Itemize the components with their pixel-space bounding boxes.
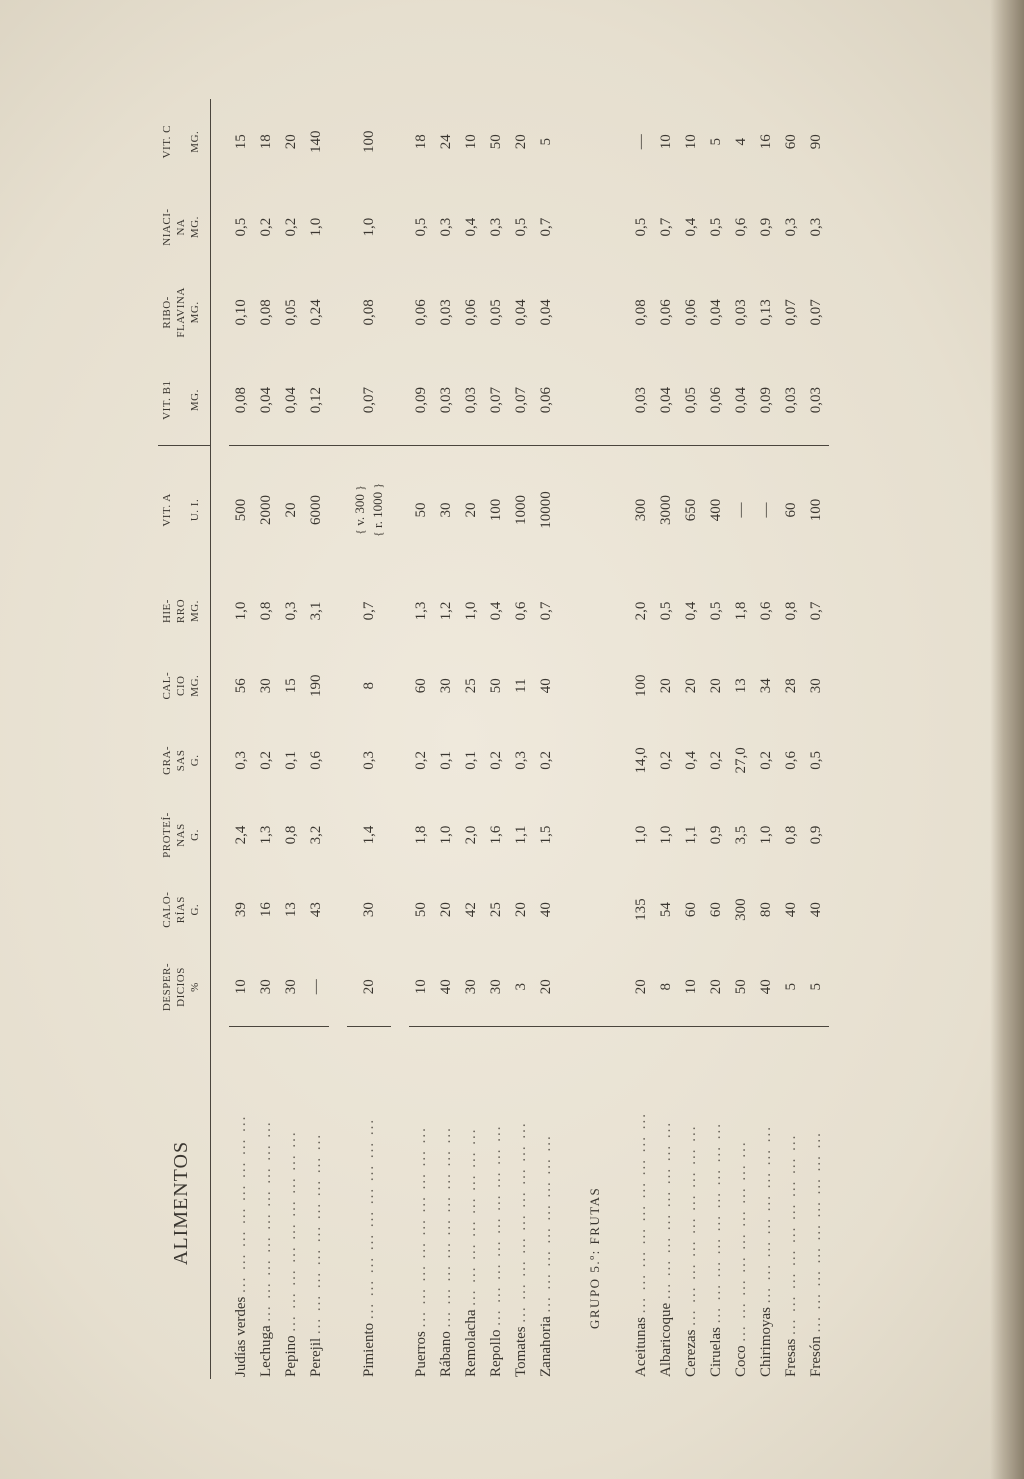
- header-riboflavina: RIBO- FLAVINA MG.: [161, 287, 201, 338]
- table-cell: 80: [758, 902, 774, 918]
- table-cell: 0,7: [808, 601, 824, 621]
- table-cell: 0,3: [233, 750, 249, 770]
- table-cell: 50: [413, 902, 429, 918]
- table-row: [434, 99, 459, 1379]
- table-row: [729, 99, 754, 1379]
- table-cell: 0,3: [360, 750, 377, 770]
- table-cell: 60: [683, 902, 699, 918]
- header-food: ALIMENTOS: [170, 1140, 192, 1266]
- table-cell: —: [304, 947, 329, 1027]
- header-calcio: CAL- CIO MG.: [161, 671, 201, 700]
- table-cell: [559, 723, 629, 798]
- table-cell: 1,3: [258, 825, 274, 845]
- table-cell: 0,09: [754, 355, 779, 446]
- table-row: [279, 99, 304, 1379]
- table-cell: 0,03: [804, 355, 829, 446]
- table-cell: 43: [308, 902, 324, 918]
- table-cell: 190: [308, 674, 324, 697]
- table-row: [409, 99, 434, 1379]
- table-cell: 0,2: [538, 750, 554, 770]
- table-cell: [559, 184, 629, 269]
- table-cell: 0,1: [463, 750, 479, 770]
- table-cell: 0,05: [283, 299, 299, 326]
- table-cell: 0,7: [658, 217, 674, 237]
- table-cell: 100: [633, 674, 649, 697]
- table-cell: 1,0: [633, 825, 649, 845]
- table-cell: 0,3: [513, 750, 529, 770]
- table-cell: 0,6: [783, 750, 799, 770]
- table-cell: 100: [360, 130, 377, 153]
- table-cell: 0,5: [233, 217, 249, 237]
- table-cell: 1,3: [413, 601, 429, 621]
- table-cell: 40: [538, 678, 554, 694]
- header-proteinas: PROTEÍ- NAS G.: [161, 812, 201, 858]
- table-cell: 1,0: [463, 601, 479, 621]
- table-cell: 0,08: [229, 355, 254, 446]
- food-name: Zanahoria ... ... ... ... ... ... ... ...: [538, 1134, 554, 1377]
- table-cell: 0,5: [658, 601, 674, 621]
- table-row: [779, 99, 804, 1379]
- food-name: Perejil ... ... ... ... ... ... ... ... ...: [308, 1132, 324, 1377]
- food-name: Ciruelas ... ... ... ... ... ... ... ... ...: [708, 1122, 724, 1377]
- table-row: [804, 99, 829, 1379]
- table-cell: 10: [679, 947, 704, 1027]
- header-vit-a: VIT. A U. I.: [161, 493, 201, 527]
- table-cell: 0,2: [658, 750, 674, 770]
- table-cell: 0,1: [438, 750, 454, 770]
- table-cell: 135: [633, 898, 649, 921]
- table-cell: 0,24: [308, 299, 324, 326]
- table-cell: [329, 355, 347, 446]
- table-cell: 0,9: [808, 825, 824, 845]
- table-cell: 20: [283, 502, 299, 518]
- table-cell: 0,3: [783, 217, 799, 237]
- header-calorias: CALO- RÍAS G.: [161, 891, 201, 928]
- table-cell: 0,03: [438, 299, 454, 326]
- table-cell: 0,6: [513, 601, 529, 621]
- vit-a-pimiento: { v. 300 } { r. 1000 }: [352, 482, 385, 538]
- table-cell: 0,9: [708, 825, 724, 845]
- table-cell: [559, 446, 629, 574]
- table-cell: 6000: [308, 494, 324, 525]
- table-cell: 50: [488, 678, 504, 694]
- group-title: GRUPO 5.º: FRUTAS: [586, 1186, 602, 1329]
- table-cell: 90: [808, 134, 824, 150]
- table-cell: 50: [413, 502, 429, 518]
- table-cell: 30: [438, 678, 454, 694]
- table-cell: 30: [254, 947, 279, 1027]
- table-cell: 39: [233, 902, 249, 918]
- table-cell: 0,04: [654, 355, 679, 446]
- header-row: [158, 99, 211, 1379]
- table-cell: 0,7: [538, 217, 554, 237]
- table-cell: 0,12: [304, 355, 329, 446]
- table-cell: 0,04: [538, 299, 554, 326]
- table-cell: 0,07: [808, 299, 824, 326]
- table-cell: 0,06: [683, 299, 699, 326]
- table-cell: 1,0: [360, 217, 377, 237]
- table-cell: [211, 99, 230, 1379]
- table-cell: 5: [708, 137, 724, 146]
- table-cell: 0,2: [488, 750, 504, 770]
- table-cell: 13: [283, 902, 299, 918]
- table-cell: 0,7: [360, 601, 377, 621]
- table-cell: 0,04: [279, 355, 304, 446]
- table-cell: 0,1: [283, 750, 299, 770]
- table-cell: 20: [704, 947, 729, 1027]
- table-cell: 0,07: [347, 355, 391, 446]
- table-row: [304, 99, 329, 1379]
- table-cell: 60: [413, 678, 429, 694]
- table-cell: 20: [513, 902, 529, 918]
- table-cell: 2,4: [233, 825, 249, 845]
- food-name: Aceitunas ... ... ... ... ... ... ... ... ...: [633, 1112, 649, 1377]
- table-cell: 1,0: [658, 825, 674, 845]
- table-cell: 10000: [538, 491, 554, 529]
- table-cell: [391, 446, 409, 574]
- table-cell: 1,8: [413, 825, 429, 845]
- table-cell: 30: [360, 902, 377, 918]
- table-row-pimiento: [347, 99, 391, 1379]
- table-cell: 0,7: [538, 601, 554, 621]
- table-cell: 0,4: [683, 601, 699, 621]
- table-cell: 0,3: [808, 217, 824, 237]
- table-cell: 0,03: [459, 355, 484, 446]
- table-cell: 5: [804, 947, 829, 1027]
- table-cell: 10: [658, 134, 674, 150]
- table-cell: 40: [434, 947, 459, 1027]
- table-cell: 1,5: [538, 825, 554, 845]
- table-cell: 50: [488, 134, 504, 150]
- table-cell: 3,2: [308, 825, 324, 845]
- table-cell: 0,13: [758, 299, 774, 326]
- table-cell: 0,4: [488, 601, 504, 621]
- table-cell: 0,2: [258, 217, 274, 237]
- table-cell: 1,8: [733, 601, 749, 621]
- group-heading-row: [559, 99, 629, 1379]
- table-cell: 0,06: [413, 299, 429, 326]
- table-cell: 0,07: [783, 299, 799, 326]
- table-cell: 0,03: [629, 355, 654, 446]
- table-cell: 0,5: [708, 601, 724, 621]
- table-row: [679, 99, 704, 1379]
- table-cell: 1,6: [488, 825, 504, 845]
- table-cell: 3,5: [733, 825, 749, 845]
- table-cell: 20: [629, 947, 654, 1027]
- table-cell: 0,2: [413, 750, 429, 770]
- table-cell: —: [633, 134, 649, 150]
- table-cell: 5: [538, 137, 554, 146]
- table-cell: 20: [534, 947, 559, 1027]
- table-cell: 30: [279, 947, 304, 1027]
- table-cell: 4: [733, 137, 749, 146]
- table-cell: 27,0: [733, 747, 749, 774]
- table-cell: 25: [488, 902, 504, 918]
- table-row: [654, 99, 679, 1379]
- food-name: Lechuga ... ... ... ... ... ... ... ... ...: [258, 1120, 274, 1377]
- table-cell: 400: [708, 498, 724, 522]
- table-cell: 15: [233, 134, 249, 150]
- table-cell: 0,5: [708, 217, 724, 237]
- table-cell: 0,2: [758, 750, 774, 770]
- table-cell: 40: [808, 902, 824, 918]
- table-cell: 30: [459, 947, 484, 1027]
- table-cell: 0,05: [488, 299, 504, 326]
- table-cell: 0,2: [708, 750, 724, 770]
- table-cell: [391, 355, 409, 446]
- table-cell: [329, 99, 347, 355]
- table-cell: 3,1: [308, 601, 324, 621]
- table-cell: [559, 872, 629, 947]
- table-cell: [559, 355, 629, 446]
- table-cell: 1,0: [438, 825, 454, 845]
- table-cell: [329, 574, 347, 1379]
- food-name: Chirimoyas ... ... ... ... ... ... ... ...: [758, 1125, 774, 1377]
- table-cell: 1,1: [683, 825, 699, 845]
- table-cell: 650: [683, 498, 699, 522]
- table-cell: 10: [229, 947, 254, 1027]
- table-cell: 0,2: [258, 750, 274, 770]
- table-cell: 18: [413, 134, 429, 150]
- food-name: Pepino ... ... ... ... ... ... ... ... ...: [283, 1130, 299, 1377]
- table-cell: 60: [783, 502, 799, 518]
- nutrition-table: [158, 99, 829, 1379]
- table-cell: 54: [658, 902, 674, 918]
- table-cell: 100: [488, 498, 504, 522]
- header-vit-b1: VIT. B1 MG.: [158, 355, 211, 446]
- table-row: [754, 99, 779, 1379]
- table-cell: [559, 947, 629, 1027]
- table-cell: 34: [758, 678, 774, 694]
- food-name: Fresón ... ... ... ... ... ... ... ... ...: [808, 1131, 824, 1377]
- table-cell: 1,0: [308, 217, 324, 237]
- table-cell: 1,2: [438, 601, 454, 621]
- table-cell: 40: [538, 902, 554, 918]
- table-row: [459, 99, 484, 1379]
- table-cell: 2,0: [463, 825, 479, 845]
- table-cell: 0,4: [683, 217, 699, 237]
- table-cell: 5: [779, 947, 804, 1027]
- table-cell: 0,04: [729, 355, 754, 446]
- table-cell: 0,05: [679, 355, 704, 446]
- table-cell: 0,03: [779, 355, 804, 446]
- table-cell: 300: [733, 898, 749, 921]
- header-vit-c: VIT. C MG.: [161, 125, 201, 159]
- header-hierro: HIE- RRO MG.: [161, 598, 201, 624]
- table-cell: 0,06: [534, 355, 559, 446]
- food-name: Cerezas ... ... ... ... ... ... ... ... ...: [683, 1124, 699, 1377]
- table-cell: 0,8: [283, 825, 299, 845]
- table-row: [509, 99, 534, 1379]
- table-cell: 20: [683, 678, 699, 694]
- table-cell: 10: [409, 947, 434, 1027]
- table-cell: 30: [808, 678, 824, 694]
- table-cell: 24: [438, 134, 454, 150]
- table-cell: 40: [754, 947, 779, 1027]
- table-cell: 0,06: [463, 299, 479, 326]
- table-cell: 0,5: [513, 217, 529, 237]
- table-cell: 20: [283, 134, 299, 150]
- header-niacina: NIACI- NA MG.: [161, 208, 201, 246]
- table-cell: 16: [758, 134, 774, 150]
- table-cell: 0,06: [658, 299, 674, 326]
- table-cell: 20: [658, 678, 674, 694]
- food-name: Rábano ... ... ... ... ... ... ... ... ...: [438, 1126, 454, 1377]
- table-cell: 10: [683, 134, 699, 150]
- table-cell: [329, 446, 347, 574]
- header-grasas: GRA- SAS G.: [161, 745, 201, 775]
- table-cell: 10: [463, 134, 479, 150]
- table-cell: 2,0: [633, 601, 649, 621]
- table-cell: 0,4: [463, 217, 479, 237]
- table-row: [704, 99, 729, 1379]
- table-cell: 16: [258, 902, 274, 918]
- table-cell: 20: [463, 502, 479, 518]
- table-cell: 18: [258, 134, 274, 150]
- table-cell: [391, 574, 409, 1379]
- table-cell: 30: [484, 947, 509, 1027]
- table-cell: 1,4: [360, 825, 377, 845]
- table-cell: 0,04: [254, 355, 279, 446]
- table-row: [484, 99, 509, 1379]
- table-cell: 8: [360, 681, 377, 690]
- table-cell: 0,07: [484, 355, 509, 446]
- table-cell: 1000: [513, 494, 529, 525]
- table-cell: 0,5: [413, 217, 429, 237]
- table-row: [534, 99, 559, 1379]
- table-cell: [559, 574, 629, 649]
- table-cell: 100: [808, 498, 824, 522]
- table-cell: [559, 798, 629, 873]
- table-cell: 14,0: [633, 747, 649, 774]
- table-cell: 1,0: [233, 601, 249, 621]
- table-cell: 11: [513, 678, 529, 693]
- table-cell: 0,3: [438, 217, 454, 237]
- food-name: Puerros ... ... ... ... ... ... ... ... ...: [413, 1126, 429, 1377]
- table-cell: 0,4: [683, 750, 699, 770]
- table-cell: 30: [258, 678, 274, 694]
- table-cell: 0,08: [258, 299, 274, 326]
- table-cell: 0,8: [783, 601, 799, 621]
- table-cell: 25: [463, 678, 479, 694]
- table-cell: 20: [513, 134, 529, 150]
- table-cell: 0,08: [360, 299, 377, 326]
- table-cell: 2000: [258, 494, 274, 525]
- table-cell: 0,09: [409, 355, 434, 446]
- table-cell: 0,3: [283, 601, 299, 621]
- table-cell: 0,06: [704, 355, 729, 446]
- food-name: Tomates ... ... ... ... ... ... ... ... ...: [513, 1121, 529, 1377]
- table-cell: 3000: [658, 494, 674, 525]
- table-cell: 42: [463, 902, 479, 918]
- table-cell: 20: [708, 678, 724, 694]
- table-cell: 0,10: [233, 299, 249, 326]
- table-cell: [559, 270, 629, 355]
- table-cell: 3: [509, 947, 534, 1027]
- table-cell: 0,03: [434, 355, 459, 446]
- table-cell: 50: [729, 947, 754, 1027]
- food-name: Albaricoque ... ... ... ... ... ... ... ...: [658, 1120, 674, 1377]
- food-name: Repollo ... ... ... ... ... ... ... ... ...: [488, 1124, 504, 1377]
- table-cell: 0,03: [733, 299, 749, 326]
- table-row: [629, 99, 654, 1379]
- food-name: Remolacha ... ... ... ... ... ... ... ...: [463, 1127, 479, 1377]
- table-cell: 0,8: [258, 601, 274, 621]
- table-cell: 0,07: [509, 355, 534, 446]
- table-cell: 0,5: [633, 217, 649, 237]
- table-cell: 15: [283, 678, 299, 694]
- table-cell: 56: [233, 678, 249, 694]
- table-cell: 0,04: [708, 299, 724, 326]
- food-name: Judías verdes ... ... ... ... ... ... ... ...: [233, 1114, 249, 1377]
- table-cell: 20: [347, 947, 391, 1027]
- table-cell: 0,08: [633, 299, 649, 326]
- table-cell: 8: [654, 947, 679, 1027]
- table-cell: 0,04: [513, 299, 529, 326]
- table-cell: 0,6: [308, 750, 324, 770]
- table-cell: 40: [783, 902, 799, 918]
- table-cell: 140: [308, 130, 324, 153]
- table-row: [229, 99, 254, 1379]
- table-cell: 0,9: [758, 217, 774, 237]
- food-name: Coco ... ... ... ... ... ... ... ... ...: [733, 1140, 749, 1377]
- table-cell: 0,5: [808, 750, 824, 770]
- table-cell: 0,6: [758, 601, 774, 621]
- food-name: Fresas ... ... ... ... ... ... ... ... ...: [783, 1133, 799, 1377]
- table-cell: 0,6: [733, 217, 749, 237]
- table-cell: 1,0: [758, 825, 774, 845]
- table-cell: [559, 648, 629, 723]
- table-cell: 30: [438, 502, 454, 518]
- table-cell: 0,3: [488, 217, 504, 237]
- table-cell: 13: [733, 678, 749, 694]
- table-cell: —: [758, 502, 774, 518]
- table-cell: 60: [708, 902, 724, 918]
- table-cell: 20: [438, 902, 454, 918]
- table-cell: 0,2: [283, 217, 299, 237]
- table-cell: 500: [233, 498, 249, 522]
- table-cell: 60: [783, 134, 799, 150]
- table-cell: —: [733, 502, 749, 518]
- table-cell: 28: [783, 678, 799, 694]
- table-row: [254, 99, 279, 1379]
- header-desperdicios: DESPER- DICIOS %: [161, 962, 201, 1012]
- table-cell: [391, 99, 409, 355]
- table-cell: 1,1: [513, 825, 529, 845]
- table-cell: 300: [633, 498, 649, 522]
- food-name: Pimiento ... ... ... ... ... ... ... ... ...: [360, 1117, 377, 1377]
- table-cell: 0,8: [783, 825, 799, 845]
- table-cell: [559, 99, 629, 184]
